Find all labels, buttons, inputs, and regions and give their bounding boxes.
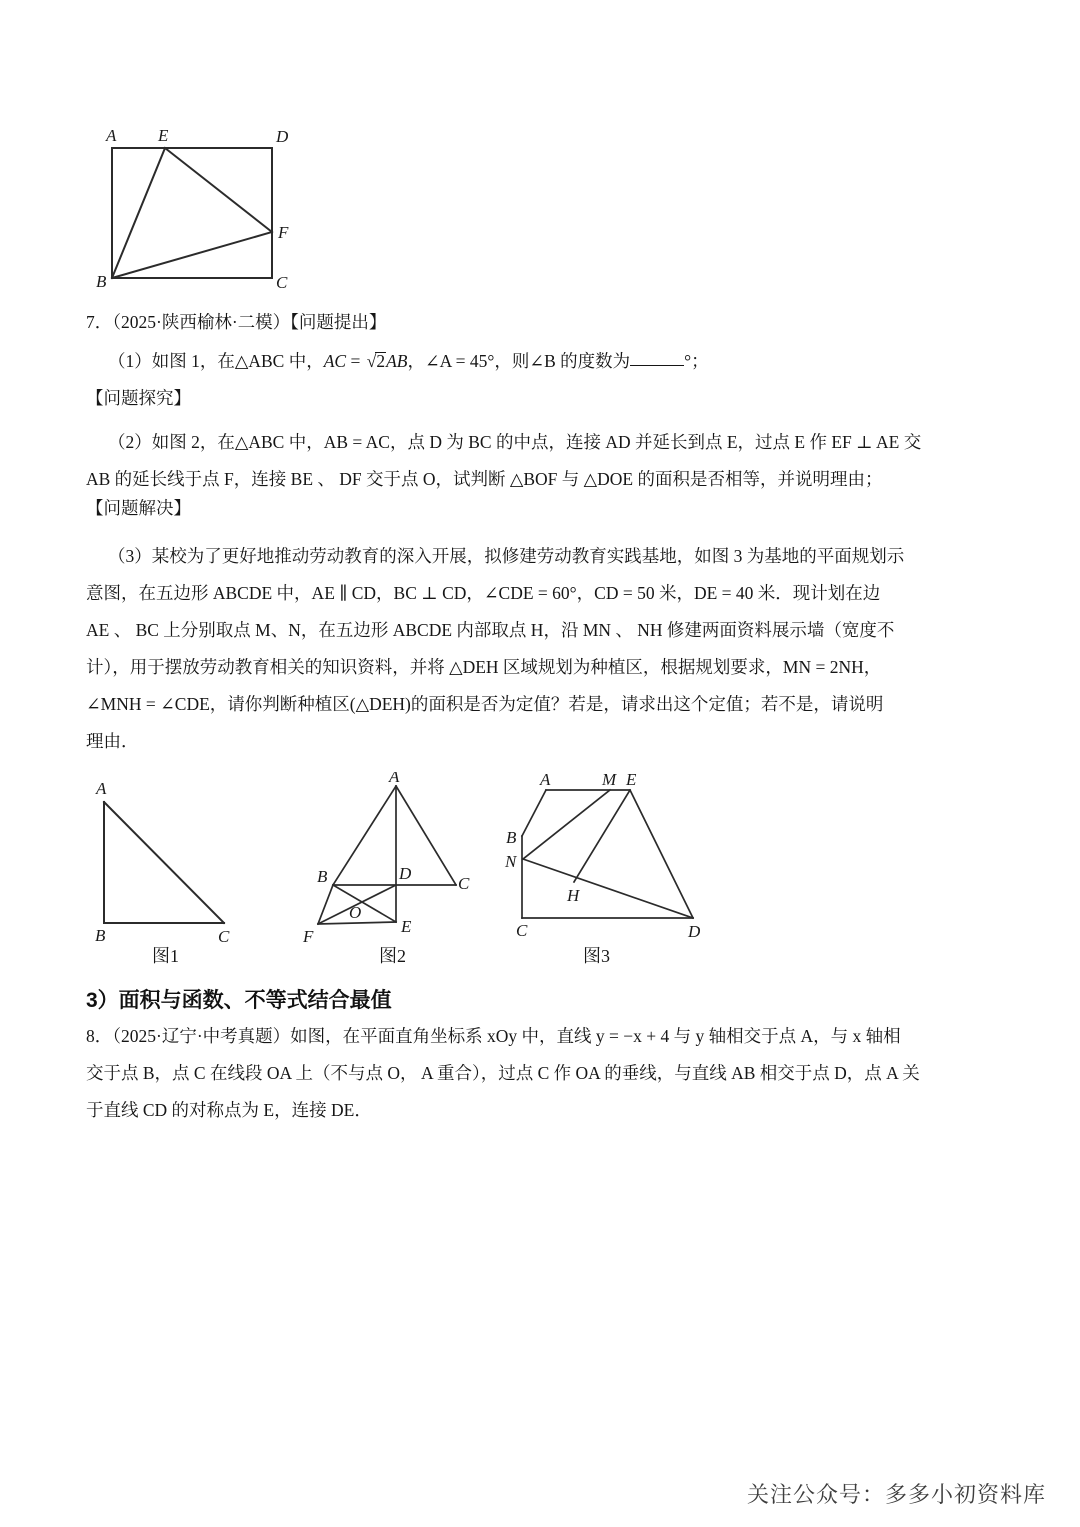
sqrt-expression xyxy=(365,352,386,371)
figure3-svg xyxy=(492,772,712,947)
figure1-label-B: B xyxy=(95,926,106,945)
figure3-label-M: M xyxy=(602,772,617,789)
figure3-label-H: H xyxy=(567,886,580,905)
section-heading: 3）面积与函数、不等式结合最值 xyxy=(86,989,392,1012)
figure3-caption: 图3 xyxy=(583,946,610,966)
figure2-caption: 图2 xyxy=(379,946,406,966)
problem7-part1-end: °； xyxy=(684,351,709,371)
problem7-part2-line1: （2）如图 2，在△ABC 中，AB = AC，点 D 为 BC 的中点，连接 AD 并延长到点 E，过点 E 作 EF ⊥ AE 交 xyxy=(108,432,922,452)
figure2-svg xyxy=(300,772,480,947)
problem7-part3-line1: （3）某校为了更好地推动劳动教育的深入开展，拟修建劳动教育实践基地，如图 3 为基地的平面规划示 xyxy=(108,546,905,566)
top-figure-label-B: B xyxy=(96,272,107,291)
top-figure-label-D: D xyxy=(276,127,289,146)
problem7-heading-solve: 【问题解决】 xyxy=(86,498,191,518)
figure3-label-C: C xyxy=(516,921,528,940)
problem7-part3-line2: 意图，在五边形 ABCDE 中，AE ∥ CD，BC ⊥ CD，∠CDE = 60°，CD = 50 米，DE = 40 米．现计划在边 xyxy=(86,583,881,603)
problem7-part1-eq: = xyxy=(346,351,365,371)
problem7-heading-explore: 【问题探究】 xyxy=(86,388,191,408)
figure3-label-B: B xyxy=(506,828,517,847)
figure1-svg xyxy=(88,772,258,947)
figure3-label-E: E xyxy=(626,772,637,789)
problem8-line1: 8．（2025·辽宁·中考真题）如图，在平面直角坐标系 xOy 中，直线 y = −x + 4 与 y 轴相交于点 A，与 x 轴相 xyxy=(86,1026,901,1046)
figure1-caption: 图1 xyxy=(152,946,179,966)
problem7-part1-lhs: AC xyxy=(323,351,347,371)
problem8-line2: 交于点 B，点 C 在线段 OA 上（不与点 O， A 重合），过点 C 作 OA 的垂线，与直线 AB 相交于点 D，点 A 关 xyxy=(86,1063,920,1083)
top-figure-label-E: E xyxy=(158,126,169,145)
top-figure-label-A: A xyxy=(106,126,117,145)
problem7-part2 xyxy=(86,424,998,498)
top-figure-label-C: C xyxy=(276,273,288,292)
problem7-part3-line4: 计），用于摆放劳动教育相关的知识资料，并将 △DEH 区域规划为种植区，根据规划要求，MN = 2NH， xyxy=(86,657,882,677)
problem7-part3-line6: 理由． xyxy=(86,731,139,751)
figure2-label-C: C xyxy=(458,874,470,893)
figure2-label-D: D xyxy=(399,864,412,883)
figure2-label-E: E xyxy=(401,917,412,936)
problem7-part1-pre: （1）如图 1，在△ABC 中， xyxy=(108,351,324,371)
figures-row xyxy=(0,760,1080,975)
problem7-part3-line3: AE 、 BC 上分别取点 M、N，在五边形 ABCDE 内部取点 H，沿 MN 、 NH 修建两面资料展示墙（宽度不 xyxy=(86,620,895,640)
footer-watermark: 关注公众号：多多小初资料库 xyxy=(746,1482,1046,1507)
top-figure-label-F: F xyxy=(278,223,289,242)
problem8-line3: 于直线 CD 的对称点为 E，连接 DE． xyxy=(86,1100,372,1120)
problem7-part1-mid: ，∠A = 45°，则∠B 的度数为 xyxy=(407,351,631,371)
problem8 xyxy=(86,1018,998,1129)
sqrt-radicand: 2 xyxy=(376,351,386,371)
problem7-part2-line2: AB 的延长线于点 F，连接 BE 、 DF 交于点 O，试判断 △BOF 与 △DOE 的面积是否相等，并说明理由； xyxy=(86,469,883,489)
problem7-number-line: 7．（2025·陕西榆林·二模）【问题提出】 xyxy=(86,312,387,332)
problem7-part1-line xyxy=(108,352,709,371)
top-figure-svg xyxy=(84,112,314,302)
figure2-label-F: F xyxy=(303,927,314,946)
problem7-part3-line5: ∠MNH = ∠CDE，请你判断种植区(△DEH)的面积是否为定值？若是，请求出这个定值；若不是，请说明 xyxy=(86,694,884,714)
figure2-label-A: A xyxy=(389,772,400,786)
problem7-part3 xyxy=(86,538,998,760)
figure3-label-D: D xyxy=(688,922,701,941)
top-figure-square-abcd xyxy=(84,112,314,302)
answer-blank[interactable] xyxy=(630,365,684,366)
figure2-label-O: O xyxy=(349,903,362,922)
figure2-label-B: B xyxy=(317,867,328,886)
figure1-label-A: A xyxy=(96,779,107,798)
figure3-label-A: A xyxy=(540,772,551,789)
figure1-label-C: C xyxy=(218,927,230,946)
problem7-part1-rhs: AB xyxy=(386,351,408,371)
figure3-label-N: N xyxy=(505,852,517,871)
sqrt-symbol: √ xyxy=(366,351,377,371)
